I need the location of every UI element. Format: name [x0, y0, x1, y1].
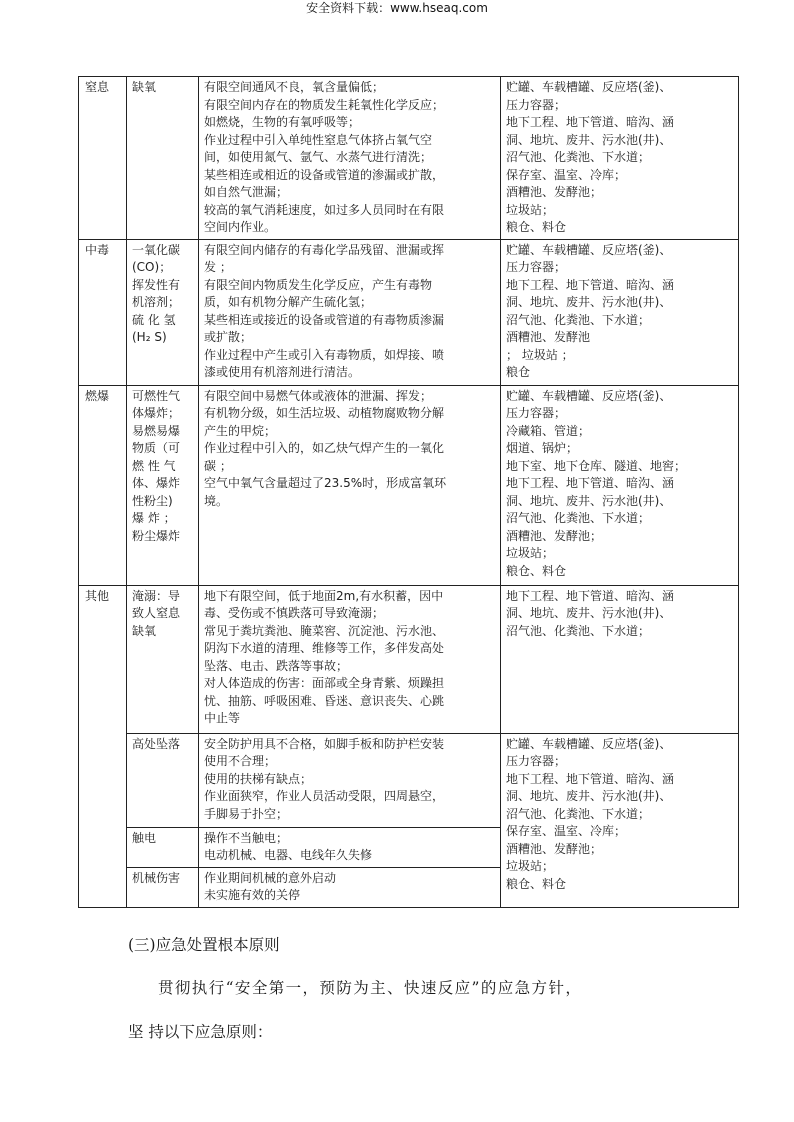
cell-line: 垃圾站； [506, 202, 555, 217]
cell-line: 酒糟池、发酵池； [506, 528, 603, 543]
cell-line: 碳 ； [204, 458, 232, 473]
cell-line: 酒糟池、发酵池； [506, 185, 603, 199]
cell-line: 燃 性 气 [132, 458, 176, 473]
cell-line: 洞、地坑、废井、污水池(井)、 [506, 295, 672, 309]
cell-line: 缺氧 [132, 623, 157, 638]
cell-line: 贮罐、车载槽罐、反应塔(釜)、 [506, 242, 672, 257]
cell-line: 有限空间中易燃气体或液体的泄漏、挥发； [204, 388, 433, 403]
cause-cell [199, 77, 501, 240]
cell-line: 境。 [204, 493, 229, 508]
cell-line: 有机物分级，如生活垃圾、动植物腐败物分解 [204, 406, 445, 420]
cell-line: 或扩散； [204, 330, 253, 344]
cell-line: 燃爆 [85, 388, 110, 403]
cell-line: 地下有限空间，低于地面2m,有水积蓄，因中 [204, 588, 444, 603]
page-header: 安全资料下载：www.hseaq.com [306, 1, 488, 15]
cell-line: 压力容器； [506, 97, 567, 112]
cell-line: 地下室、地下仓库、隧道、地窖； [506, 458, 687, 473]
cell-line: 安全防护用具不合格，如脚手板和防护栏安装 [204, 736, 445, 751]
cell-line: 某些相连或相近的设备或管道的渗漏或扩散， [204, 167, 445, 182]
cell-line: 缺氧 [132, 80, 157, 94]
cell-line: 手脚易于扑空； [204, 806, 289, 821]
cell-line: 致人窒息 [132, 606, 181, 620]
cell-line: ； 垃圾站 ； [506, 347, 574, 362]
hazard-cell [127, 239, 199, 385]
category-cell [79, 77, 127, 240]
cell-line: 沼气池、化粪池、下水道； [506, 623, 651, 638]
cell-line: 地下工程、地下管道、暗沟、涵 [506, 588, 675, 603]
cell-line: 沼气池、化粪池、下水道； [506, 150, 651, 164]
cell-line: 粉尘爆炸 [132, 528, 181, 543]
table-row [79, 77, 739, 240]
cell-line: 沼气池、化粪池、下水道； [506, 511, 651, 525]
cell-line: 间，如使用氮气、氩气、水蒸气进行清洗； [204, 150, 433, 164]
cell-line: 粮仓、料仓 [506, 876, 567, 891]
cell-line: 毒、受伤或不慎跌落可导致淹溺； [204, 606, 385, 620]
cause-cell [199, 239, 501, 385]
cell-line: 地下工程、地下管道、暗沟、涵 [506, 771, 675, 786]
cell-line: 作业面狭窄，作业人员活动受限，四周悬空， [204, 789, 445, 803]
cell-line: 有限空间通风不良，氧含量偏低； [204, 80, 385, 94]
cell-line: 其他 [85, 588, 110, 603]
cell-line: 作业过程中引入的，如乙炔气焊产生的一氧化 [204, 441, 445, 455]
cell-line: 保存室、温室、冷库； [506, 824, 627, 838]
cell-line: 洞、地坑、废井、污水池(井)、 [506, 606, 672, 620]
cell-line: 沼气池、化粪池、下水道； [506, 806, 651, 821]
cell-line: 空气中氧气含量超过了23.5%时，形成富氧环 [204, 476, 447, 490]
cell-line: 机溶剂； [132, 295, 181, 309]
cell-line: 某些相连或接近的设备或管道的有毒物质渗漏 [204, 312, 445, 327]
place-cell [501, 733, 739, 907]
hazard-cell [127, 827, 199, 867]
hazard-cell [127, 867, 199, 907]
cell-line: 洞、地坑、废井、污水池(井)、 [506, 789, 672, 803]
place-cell [501, 239, 739, 385]
paragraph-principles: 坚 持以下应急原则： [128, 1023, 273, 1041]
place-cell [501, 585, 739, 733]
cell-line: 忧、抽筋、呼吸困难、昏迷、意识丧失、心跳 [204, 693, 445, 708]
cell-line: 硫 化 氢 [132, 312, 176, 327]
cell-line: 中止等 [204, 711, 241, 725]
cell-line: 电动机械、电器、电线年久失修 [204, 848, 373, 862]
cause-cell [199, 733, 501, 827]
cell-line: 体、爆炸 [132, 476, 181, 490]
cell-line: 有限空间内储存的有毒化学品残留、泄漏或挥 [204, 242, 445, 257]
table-row [79, 733, 739, 827]
cell-line: 一氧化碳 [132, 242, 181, 257]
cell-line: 垃圾站； [506, 859, 555, 873]
cell-line: 地下工程、地下管道、暗沟、涵 [506, 476, 675, 490]
cell-line: 作业期间机械的意外启动 [204, 870, 337, 885]
cell-line: (H₂ S) [132, 330, 167, 344]
cell-line: 压力容器； [506, 406, 567, 420]
cell-line: 常见于粪坑粪池、腌菜窖、沉淀池、污水池、 [204, 623, 445, 638]
cell-line: 淹溺：导 [132, 588, 181, 603]
place-cell [501, 385, 739, 585]
cause-cell [199, 867, 501, 907]
paragraph-policy: 贯彻执行“安全第一，预防为主、快速反应”的应急方针， [158, 979, 583, 997]
cell-line: 性粉尘) [132, 493, 173, 508]
table-row [79, 585, 739, 733]
section-heading: (三)应急处置根本原则 [128, 936, 280, 954]
table-row [79, 385, 739, 585]
cell-line: 垃圾站； [506, 546, 555, 560]
cell-line: 质，如有机物分解产生硫化氢； [204, 295, 373, 309]
cell-line: 产生的甲烷； [204, 423, 277, 438]
cell-line: 使用不合理； [204, 754, 277, 768]
cause-cell [199, 585, 501, 733]
cell-line: 对人体造成的伤害：面部或全身青紫、烦躁担 [204, 676, 445, 690]
cell-line: 有限空间内存在的物质发生耗氧性化学反应； [204, 97, 445, 112]
cell-line: 挥发性有 [132, 277, 181, 292]
cell-line: 作业过程中产生或引入有毒物质，如焊接、喷 [204, 347, 445, 362]
hazard-cell [127, 585, 199, 733]
cell-line: 压力容器； [506, 260, 567, 274]
cell-line: 有限空间内物质发生化学反应，产生有毒物 [204, 277, 433, 292]
hazard-cell [127, 77, 199, 240]
cell-line: 中毒 [85, 242, 110, 257]
cell-line: (CO)； [132, 260, 172, 274]
cell-line: 沼气池、化粪池、下水道； [506, 312, 651, 327]
cell-line: 地下工程、地下管道、暗沟、涵 [506, 115, 675, 129]
cell-line: 机械伤害 [132, 870, 181, 885]
cell-line: 贮罐、车载槽罐、反应塔(釜)、 [506, 80, 672, 94]
cell-line: 使用的扶梯有缺点； [204, 771, 313, 786]
cell-line: 体爆炸； [132, 406, 181, 420]
cell-line: 烟道、锅炉； [506, 441, 579, 455]
cell-line: 作业过程中引入单纯性窒息气体挤占氧气空 [204, 132, 433, 147]
cell-line: 粮仓、料仓 [506, 220, 567, 234]
cause-cell [199, 827, 501, 867]
cause-cell [199, 385, 501, 585]
cell-line: 坠落、电击、跌落等事故； [204, 658, 349, 673]
cell-line: 漆或使用有机溶剂进行清洁。 [204, 365, 361, 379]
cell-line: 保存室、温室、冷库； [506, 167, 627, 182]
cell-line: 地下工程、地下管道、暗沟、涵 [506, 277, 675, 292]
cell-line: 冷藏箱、管道； [506, 423, 591, 438]
cell-line: 触电 [132, 830, 157, 845]
cell-line: 粮仓 [506, 365, 531, 379]
cell-line: 爆 炸 ； [132, 511, 176, 525]
hazard-table [78, 76, 739, 908]
cell-line: 酒糟池、发酵池； [506, 841, 603, 856]
cell-line: 如燃烧，生物的有氧呼吸等； [204, 115, 361, 129]
cell-line: 较高的氧气消耗速度，如过多人员同时在有限 [204, 202, 445, 217]
cell-line: 如自然气泄漏； [204, 185, 289, 199]
cell-line: 压力容器； [506, 754, 567, 768]
cell-line: 粮仓、料仓 [506, 563, 567, 578]
cell-line: 高处坠落 [132, 736, 181, 751]
cell-line: 未实施有效的关停 [204, 888, 301, 902]
cell-line: 发 ； [204, 260, 232, 274]
cell-line: 可燃性气 [132, 388, 181, 403]
cell-line: 窒息 [85, 80, 110, 94]
category-cell [79, 239, 127, 385]
cell-line: 空间内作业。 [204, 220, 277, 234]
table-row [79, 239, 739, 385]
category-cell [79, 385, 127, 585]
cell-line: 洞、地坑、废井、污水池(井)、 [506, 493, 672, 508]
hazard-cell [127, 733, 199, 827]
cell-line: 贮罐、车载槽罐、反应塔(釜)、 [506, 388, 672, 403]
hazard-cell [127, 385, 199, 585]
cell-line: 物质（可 [132, 441, 181, 455]
cell-line: 贮罐、车载槽罐、反应塔(釜)、 [506, 736, 672, 751]
category-cell [79, 585, 127, 907]
place-cell [501, 77, 739, 240]
cell-line: 洞、地坑、废井、污水池(井)、 [506, 132, 672, 147]
cell-line: 易燃易爆 [132, 423, 181, 438]
cell-line: 阴沟下水道的清理、维修等工作，多伴发高处 [204, 641, 445, 655]
cell-line: 操作不当触电； [204, 830, 289, 845]
cell-line: 酒糟池、发酵池 [506, 330, 591, 344]
